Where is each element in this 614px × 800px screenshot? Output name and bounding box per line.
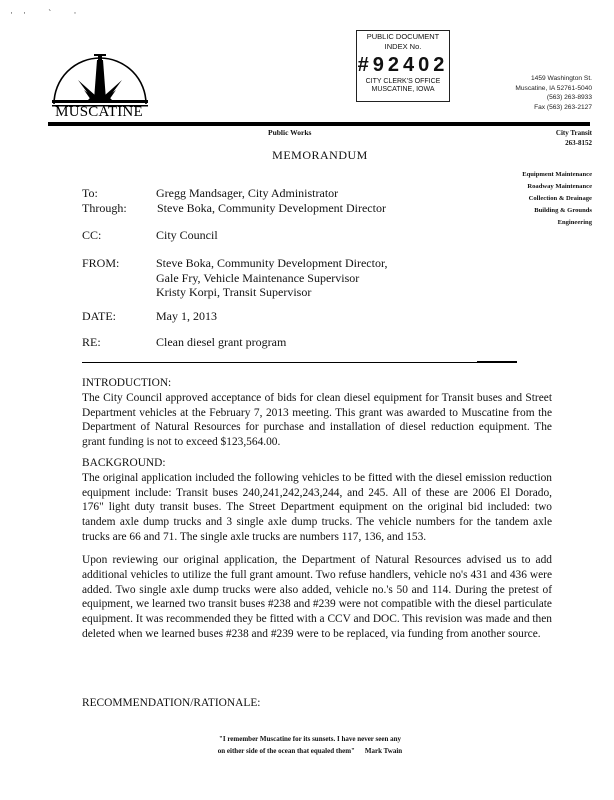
introduction-heading: INTRODUCTION: (82, 377, 172, 389)
stamp-line-3: CITY CLERK'S OFFICE (365, 78, 441, 85)
to-value: Gregg Mandsager, City Administrator (156, 186, 339, 200)
from-person: Steve Boka, Community Development Director, (156, 256, 388, 270)
quote-author: Mark Twain (364, 747, 403, 755)
from-label: FROM: (82, 256, 120, 270)
from-person: Gale Fry, Vehicle Maintenance Supervisor (156, 270, 360, 285)
city-name-logo-text: MUSCATINE (55, 104, 143, 120)
public-document-stamp (356, 30, 450, 102)
background-body-2: Upon reviewing our original application, the Department of Natural Resources advised us to add additional vehicles to utilize the full grant amount. Two refuse handlers, vehicle no's 431 and 436 were added. Two single axle dump trucks were also added, vehicle no.'s 50 and 114. During the pretest of equipment, we learned two transit buses #238 and #239 were not compatible with the diesel particulate equipment. It was recommended they be fitted with a CCV and DOC. This revision was made and then deleted when we learned buses #238 and #239 were to be replaced, via funding from another source. (82, 554, 552, 640)
recommendation-heading: RECOMMENDATION/RATIONALE: (82, 697, 261, 709)
date-label: DATE: (82, 309, 116, 323)
division-item: Collection & Drainage (528, 195, 592, 202)
stamp-index-number: #92402 (357, 54, 449, 76)
from-values (156, 256, 387, 300)
transit-name: City Transit (555, 129, 592, 137)
footer-quote (200, 733, 420, 757)
re-label: RE: (82, 335, 101, 349)
department-name: Public Works (268, 128, 312, 137)
background-section-2 (82, 553, 552, 642)
background-heading: BACKGROUND: (82, 457, 166, 469)
stamp-line-2: INDEX No. (384, 42, 422, 51)
division-item: Roadway Maintenance (527, 183, 592, 190)
re-value: Clean diesel grant program (156, 335, 287, 349)
transit-info (500, 128, 592, 148)
address-phone: (563) 263-8933 (546, 94, 592, 101)
through-label: Through: (82, 201, 127, 215)
header-divider-end (477, 361, 517, 363)
date-value: May 1, 2013 (156, 309, 217, 323)
quote-line-1: "I remember Muscatine for its sunsets. I have never seen any (218, 735, 402, 743)
from-person: Kristy Korpi, Transit Supervisor (156, 285, 312, 299)
stamp-line-1: PUBLIC DOCUMENT (366, 32, 440, 41)
recommendation-section (82, 696, 552, 711)
cc-label: CC: (82, 228, 102, 242)
address-city: Muscatine, IA 52761-5040 (515, 84, 592, 92)
background-body: The original application included the following vehicles to be fitted with the diesel emission reduction equipment include: Transit buses 240,241,242,243,244, and 245. All of these are 2006 El Dorado, 176" light duty transit buses. The Street Department equipment on the original bid included: two tandem axle dump trucks and 3 single axle dump trucks. The vehicle numbers for the tandem axle trucks are 66 and 71. The single axle trucks are numbers 117, 136, and 153. (82, 471, 552, 543)
address-street: 1459 Washington St. (531, 75, 592, 82)
quote-line-2-wrap (200, 745, 420, 757)
scan-specks: ·· ˋ · (10, 8, 87, 18)
division-item: Engineering (557, 219, 592, 226)
header-divider (82, 362, 477, 363)
quote-line-2: on either side of the ocean that equaled them" (217, 747, 355, 755)
header-rule (48, 122, 590, 126)
cc-value: City Council (156, 228, 218, 242)
division-item: Equipment Maintenance (522, 171, 592, 178)
through-value: Steve Boka, Community Development Director (157, 201, 386, 215)
division-item: Building & Grounds (534, 207, 592, 214)
introduction-body: The City Council approved acceptance of bids for clean diesel equipment for Transit buses and Street Department vehicles at the February 7, 2013 meeting. This grant was awarded to Muscatine from the Department of Natural Resources for purchase and installation of diesel reduction equipment. The grant funding is not to exceed $123,564.00. (82, 391, 552, 449)
introduction-section (82, 376, 552, 450)
stamp-line-4: MUSCATINE, IOWA (371, 86, 435, 93)
division-list (470, 169, 592, 229)
transit-phone: 263-8152 (565, 139, 592, 147)
background-section (82, 456, 552, 545)
to-label: To: (82, 186, 98, 200)
memo-title: MEMORANDUM (272, 148, 368, 162)
address-block (470, 74, 592, 112)
address-fax: Fax (563) 263-2127 (534, 103, 592, 111)
